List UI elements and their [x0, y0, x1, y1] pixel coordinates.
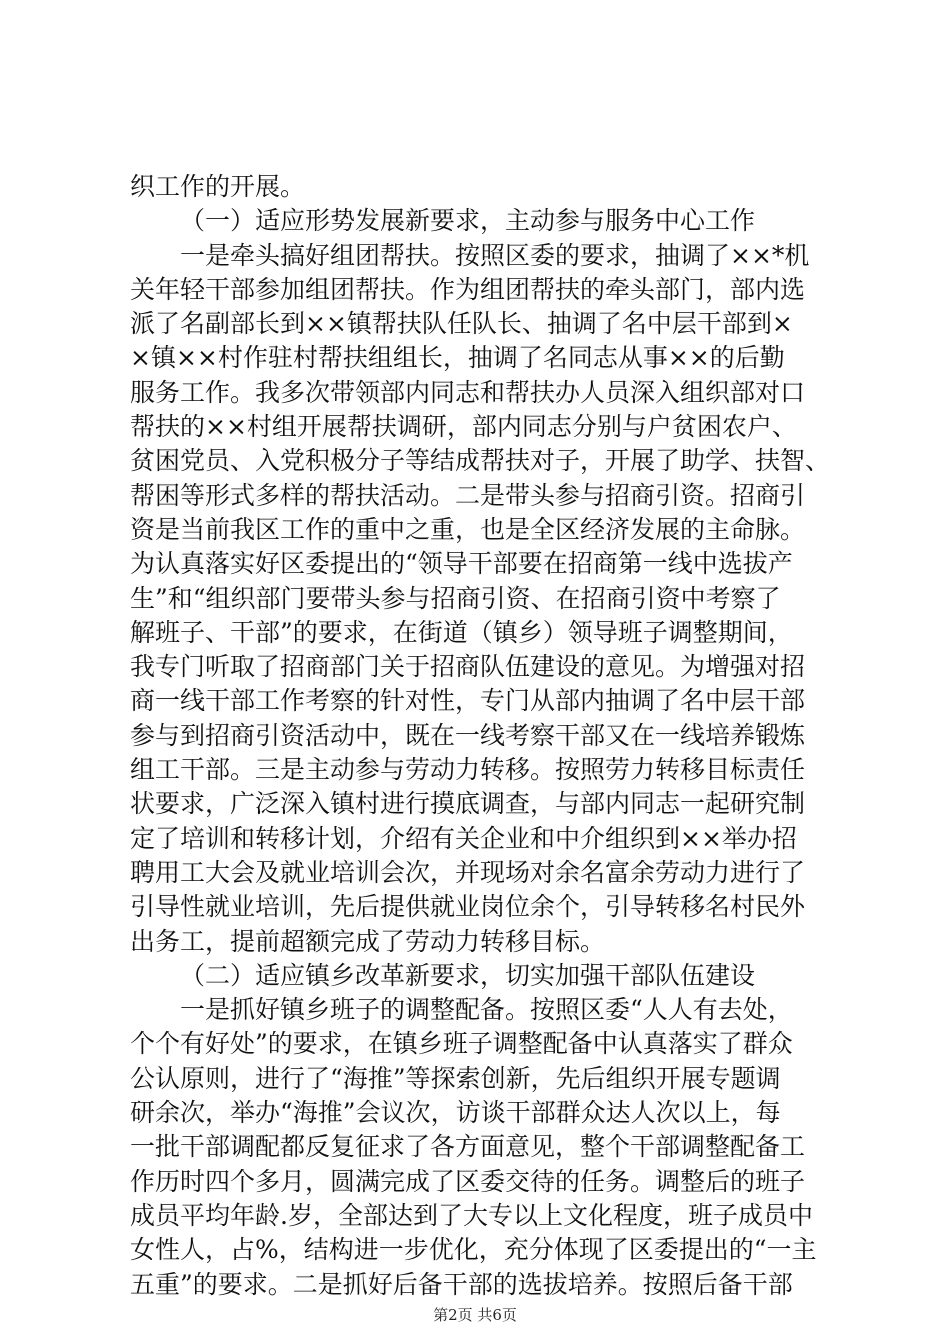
body-line: 商一线干部工作考察的针对性，专门从部内抽调了名中层干部 — [130, 686, 806, 716]
body-line: 资是当前我区工作的重中之重，也是全区经济发展的主命脉。 — [130, 514, 806, 544]
body-line: 个个有好处”的要求，在镇乡班子调整配备中认真落实了群众 — [130, 1029, 793, 1059]
body-line: 作历时四个多月，圆满完成了区委交待的任务。调整后的班子 — [130, 1166, 806, 1196]
body-line: 帮扶的××村组开展帮扶调研，部内同志分别与户贫困农户、 — [130, 412, 797, 442]
body-line: 服务工作。我多次带领部内同志和帮扶办人员深入组织部对口 — [130, 377, 806, 407]
body-line: 关年轻干部参加组团帮扶。作为组团帮扶的牵头部门，部内选 — [130, 274, 806, 304]
body-line: 一批干部调配都反复征求了各方面意见，整个干部调整配备工 — [130, 1132, 806, 1162]
body-line: 参与到招商引资活动中，既在一线考察干部又在一线培养锻炼 — [130, 720, 806, 750]
body-line: 组工干部。三是主动参与劳动力转移。按照劳力转移目标责任 — [130, 755, 806, 785]
body-line: 引导性就业培训，先后提供就业岗位余个，引导转移名村民外 — [130, 892, 806, 922]
body-line: 状要求，广泛深入镇村进行摸底调查，与部内同志一起研究制 — [130, 789, 806, 819]
document-body — [130, 170, 830, 1302]
body-line: ×镇××村作驻村帮扶组组长，抽调了名同志从事××的后勤 — [130, 343, 785, 373]
body-line: 女性人，占%，结构进一步优化，充分体现了区委提出的“一主 — [130, 1235, 817, 1265]
body-line: 成员平均年龄.岁，全部达到了大专以上文化程度，班子成员中 — [130, 1200, 813, 1230]
body-line: 我专门听取了招商部门关于招商队伍建设的意见。为增强对招 — [130, 652, 806, 682]
body-line: 生”和“组织部门要带头参与招商引资、在招商引资中考察了 — [130, 583, 781, 613]
body-line: 五重”的要求。二是抓好后备干部的选拔培养。按照后备干部 — [130, 1269, 793, 1299]
page-footer: 第2页 共6页 — [433, 1306, 517, 1324]
body-line: 一是牵头搞好组团帮扶。按照区委的要求，抽调了××*机 — [180, 240, 810, 270]
body-line: 聘用工大会及就业培训会次，并现场对余名富余劳动力进行了 — [130, 857, 806, 887]
body-line: 解班子、干部”的要求，在街道（镇乡）领导班子调整期间， — [130, 617, 793, 647]
body-line: 出务工，提前超额完成了劳动力转移目标。 — [130, 926, 606, 956]
body-line: 贫困党员、入党积极分子等结成帮扶对子，开展了助学、扶智、 — [130, 446, 831, 476]
body-line: 一是抓好镇乡班子的调整配备。按照区委“人人有去处， — [180, 995, 793, 1025]
body-line: 织工作的开展。 — [130, 172, 306, 201]
body-line: 帮困等形式多样的帮扶活动。二是带头参与招商引资。招商引 — [130, 480, 806, 510]
body-line: （一）适应形势发展新要求，主动参与服务中心工作 — [180, 206, 756, 236]
body-line: 定了培训和转移计划，介绍有关企业和中介组织到××举办招 — [130, 823, 797, 853]
body-line: 为认真落实好区委提出的“领导干部要在招商第一线中选拔产 — [130, 549, 793, 579]
body-line: 派了名副部长到××镇帮扶队任队长、抽调了名中层干部到× — [130, 309, 793, 339]
body-line: 公认原则，进行了“海推”等探索创新，先后组织开展专题调 — [130, 1063, 781, 1093]
body-line: （二）适应镇乡改革新要求，切实加强干部队伍建设 — [180, 960, 756, 990]
body-line: 研余次，举办“海推”会议次，访谈干部群众达人次以上，每 — [130, 1098, 781, 1128]
